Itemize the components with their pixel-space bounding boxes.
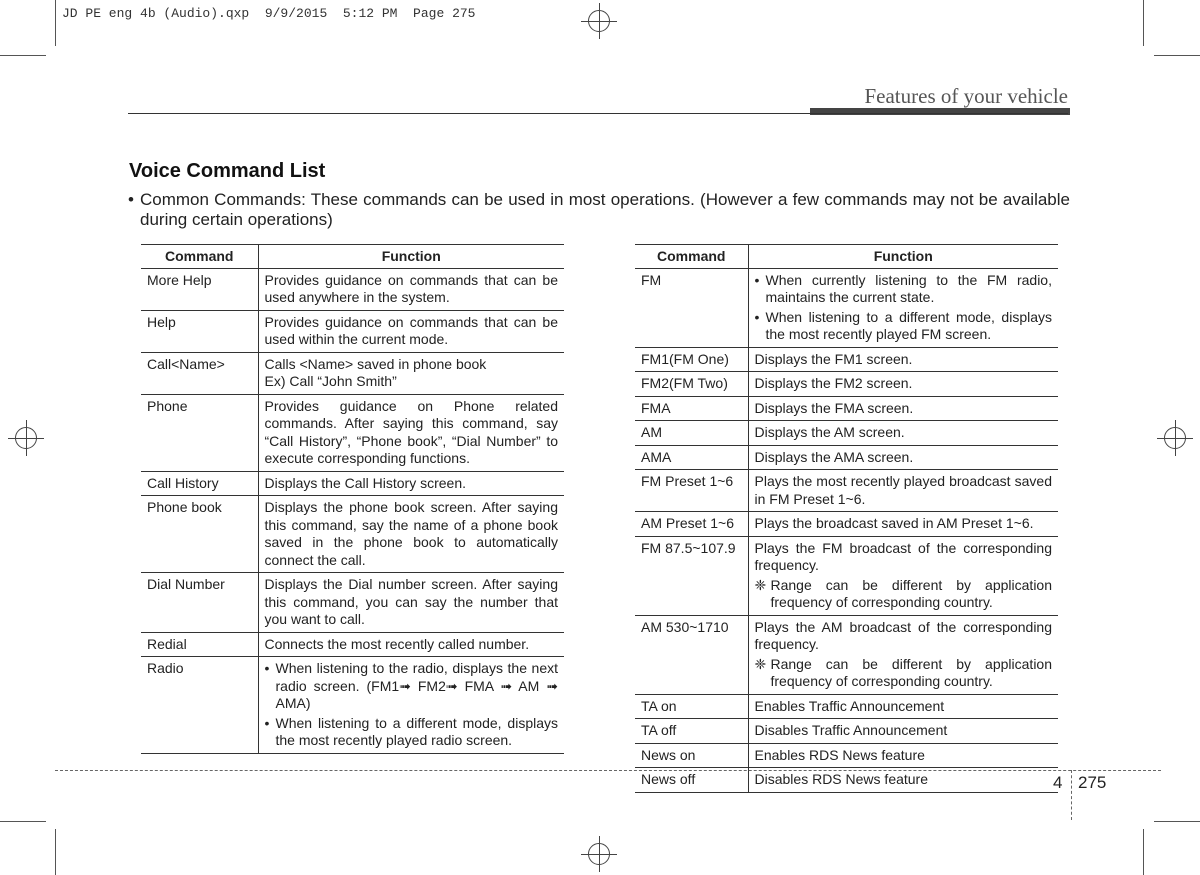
- function-text: Enables RDS News feature: [754, 746, 925, 763]
- command-cell: Call<Name>: [141, 352, 258, 394]
- table-row: [141, 352, 564, 394]
- function-cell: [748, 719, 1058, 744]
- function-cell: [258, 632, 564, 657]
- function-cell: [258, 573, 564, 633]
- bullet-icon: •: [128, 190, 134, 209]
- function-text: Displays the AMA screen.: [754, 448, 914, 465]
- command-cell: FM Preset 1~6: [635, 470, 748, 512]
- command-cell: Redial: [141, 632, 258, 657]
- command-cell: AM: [635, 421, 748, 446]
- command-cell: Dial Number: [141, 573, 258, 633]
- crop-mark-top-right-v: [1143, 0, 1144, 46]
- print-slug: JD PE eng 4b (Audio).qxp 9/9/2015 5:12 PM Page 275: [62, 6, 476, 21]
- table-row: [635, 396, 1058, 421]
- crop-mark-bottom-right-h: [1154, 821, 1200, 822]
- function-text: Calls <Name> saved in phone book: [264, 355, 487, 372]
- command-cell: Call History: [141, 471, 258, 496]
- table-row: [635, 768, 1058, 793]
- command-cell: Radio: [141, 657, 258, 754]
- function-text: Enables Traffic Announcement: [754, 697, 945, 714]
- function-text: Provides guidance on commands that can be used anywhere in the system.: [264, 271, 558, 305]
- table-row: [141, 657, 564, 754]
- command-cell: AMA: [635, 445, 748, 470]
- command-cell: Help: [141, 310, 258, 352]
- function-cell: [748, 536, 1058, 615]
- page-title: Voice Command List: [129, 160, 326, 182]
- bullet-icon: •: [264, 714, 270, 731]
- function-text: Displays the AM screen.: [754, 424, 905, 440]
- bullet-icon: •: [264, 660, 270, 676]
- command-cell: Phone book: [141, 496, 258, 573]
- function-cell: [748, 268, 1058, 347]
- bullet-item-text: When listening to a different mode, displays the most recently played radio screen.: [275, 714, 558, 748]
- function-cell: [748, 694, 1058, 719]
- crop-mark-top-left-h: [0, 55, 46, 56]
- table-header-row: [635, 245, 1058, 269]
- bullet-item: [755, 272, 1053, 307]
- table-row: [635, 719, 1058, 744]
- intro-paragraph: [128, 190, 1070, 230]
- table-row: [635, 743, 1058, 768]
- crop-mark-bottom-left-h: [0, 821, 46, 822]
- column-header-function: Function: [258, 245, 564, 269]
- function-cell: [258, 394, 564, 471]
- table-row: [635, 694, 1058, 719]
- function-cell: [748, 347, 1058, 372]
- table-row: [635, 421, 1058, 446]
- command-cell: AM Preset 1~6: [635, 512, 748, 537]
- registration-mark-left: [8, 420, 44, 456]
- function-text: Provides guidance on commands that can be used within the current mode.: [264, 313, 558, 347]
- command-cell: More Help: [141, 268, 258, 310]
- function-cell: [748, 372, 1058, 397]
- intro-text: Common Commands: These commands can be used in most operations. (However a few commands may not be available during certain operations): [140, 190, 1070, 229]
- function-cell: [748, 615, 1058, 694]
- table-row: [141, 471, 564, 496]
- command-cell: TA on: [635, 694, 748, 719]
- table-row: [635, 445, 1058, 470]
- header-rule: [128, 113, 1068, 114]
- column-header-command: Command: [635, 245, 748, 269]
- footer-dashed-rule: [55, 770, 1161, 771]
- function-cell: [258, 268, 564, 310]
- page-number: 275: [1078, 773, 1107, 792]
- note: [755, 577, 1053, 612]
- command-cell: FM: [635, 268, 748, 347]
- table-row: [635, 372, 1058, 397]
- function-cell: [258, 471, 564, 496]
- function-text: Displays the FM2 screen.: [754, 375, 913, 391]
- command-cell: FM 87.5~107.9: [635, 536, 748, 615]
- function-cell: [748, 743, 1058, 768]
- function-text: Displays the Dial number screen. After saying this command, you can say the number that you want to call.: [264, 576, 558, 627]
- function-cell: [748, 768, 1058, 793]
- column-header-function: Function: [748, 245, 1058, 269]
- function-text: Plays the broadcast saved in AM Preset 1~6.: [754, 515, 1034, 531]
- function-cell: [748, 512, 1058, 537]
- table-row: [141, 496, 564, 573]
- command-cell: FM2(FM Two): [635, 372, 748, 397]
- function-text: Plays the FM broadcast of the corresponding frequency.: [754, 539, 1052, 573]
- function-cell: [258, 310, 564, 352]
- command-cell: FMA: [635, 396, 748, 421]
- table-row: [635, 615, 1058, 694]
- function-cell: [748, 445, 1058, 470]
- table-row: [635, 470, 1058, 512]
- bullet-item: [265, 715, 559, 750]
- table-row: [141, 573, 564, 633]
- left-command-table: [141, 244, 564, 754]
- function-cell: [748, 470, 1058, 512]
- table-header-row: [141, 245, 564, 269]
- function-text: Provides guidance on Phone related commands. After saying this command, say “Call History”, “Phone book”, “Dial Number” to execute corresponding functions.: [264, 397, 558, 466]
- bullet-item-text: When currently listening to the FM radio, maintains the current state.: [765, 271, 1052, 305]
- function-text-line2: Ex) Call “John Smith”: [264, 373, 397, 389]
- table-row: [635, 512, 1058, 537]
- bullet-icon: •: [754, 271, 760, 288]
- crop-mark-bottom-right-v: [1143, 829, 1144, 875]
- registration-mark-right: [1157, 420, 1193, 456]
- command-cell: FM1(FM One): [635, 347, 748, 372]
- function-text: Plays the AM broadcast of the corresponding frequency.: [754, 618, 1052, 652]
- command-cell: News off: [635, 768, 748, 793]
- table-row: [635, 268, 1058, 347]
- table-row: [141, 394, 564, 471]
- section-title: Features of your vehicle: [864, 84, 1068, 108]
- function-text: Connects the most recently called number.: [264, 635, 530, 652]
- bullet-item-text: When listening to a different mode, displays the most recently played FM screen.: [765, 308, 1052, 342]
- note-icon: ❈: [754, 655, 767, 672]
- table-row: [141, 310, 564, 352]
- column-header-command: Command: [141, 245, 258, 269]
- note-icon: ❈: [754, 576, 767, 593]
- command-cell: AM 530~1710: [635, 615, 748, 694]
- crop-mark-top-right-h: [1154, 55, 1200, 56]
- function-cell: [258, 657, 564, 754]
- function-text: Displays the phone book screen. After saying this command, say the name of a phone book saved in the phone book to automatically connect the call.: [264, 499, 558, 568]
- command-cell: Phone: [141, 394, 258, 471]
- function-cell: [258, 352, 564, 394]
- function-cell: [258, 496, 564, 573]
- function-cell: [748, 396, 1058, 421]
- table-row: [635, 536, 1058, 615]
- crop-mark-bottom-left-v: [55, 829, 56, 875]
- bullet-icon: •: [754, 308, 760, 325]
- footer-dashed-divider: [1071, 770, 1072, 820]
- function-cell: [748, 421, 1058, 446]
- function-text: Displays the FM1 screen.: [754, 350, 913, 367]
- function-text: Displays the FMA screen.: [754, 399, 914, 416]
- command-cell: TA off: [635, 719, 748, 744]
- function-text: Disables Traffic Announcement: [754, 722, 948, 738]
- registration-mark-bottom: [581, 836, 617, 872]
- chapter-number: 4: [1053, 773, 1063, 792]
- bullet-item: [755, 309, 1053, 344]
- registration-mark-top: [581, 3, 617, 39]
- table-row: [141, 268, 564, 310]
- bullet-item-text: When listening to the radio, displays the next radio screen. (FM1➟ FM2➟ FMA ➟ AM ➟ AMA): [275, 660, 558, 711]
- function-text: Displays the Call History screen.: [264, 474, 467, 491]
- crop-mark-top-left-v: [55, 0, 56, 46]
- bullet-item: [265, 660, 559, 713]
- right-command-table: [635, 244, 1058, 793]
- note-text: Range can be different by application frequency of corresponding country.: [770, 655, 1052, 689]
- function-text: Disables RDS News feature: [754, 771, 929, 787]
- note: [755, 656, 1053, 691]
- function-text: Plays the most recently played broadcast saved in FM Preset 1~6.: [754, 473, 1052, 507]
- table-row: [635, 347, 1058, 372]
- note-text: Range can be different by application frequency of corresponding country.: [770, 576, 1052, 610]
- command-cell: News on: [635, 743, 748, 768]
- table-row: [141, 632, 564, 657]
